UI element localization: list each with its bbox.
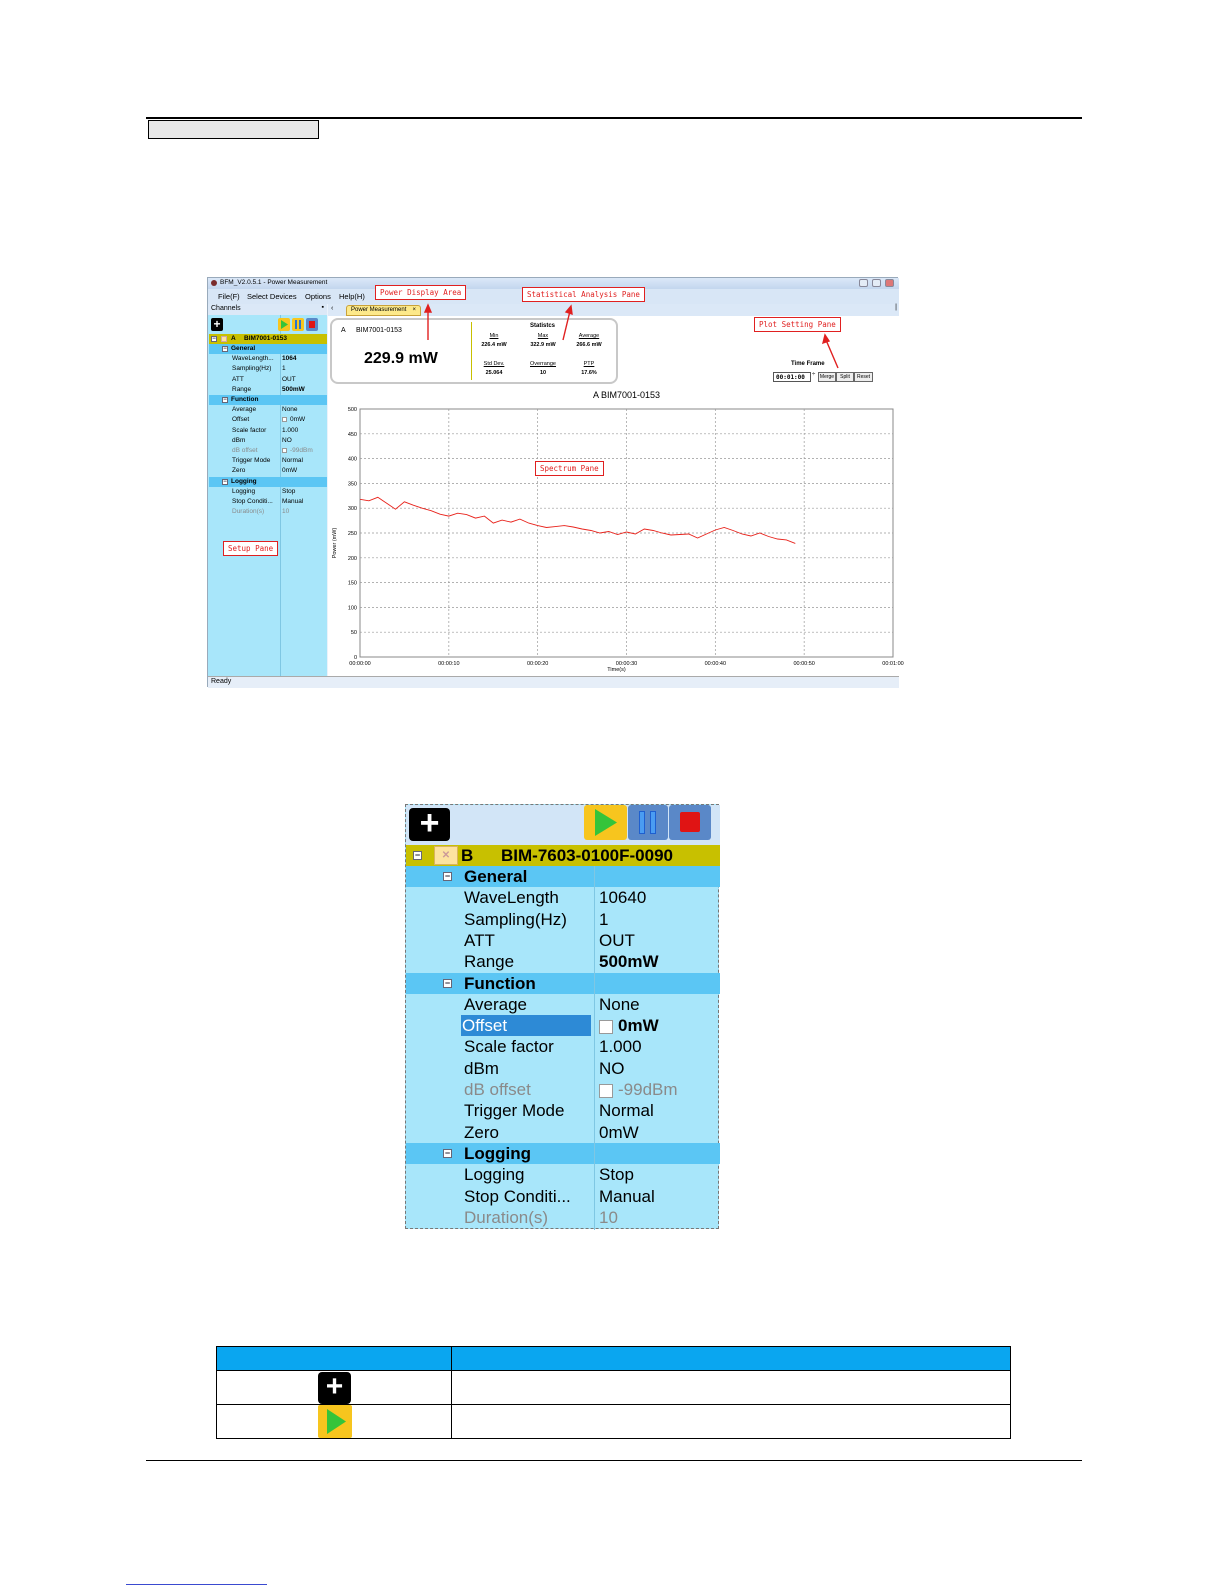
property-value: 500mW bbox=[599, 952, 659, 972]
stat-value: 10 bbox=[539, 370, 547, 376]
category-label: Function bbox=[231, 396, 259, 403]
power-channel: A bbox=[341, 327, 346, 334]
property-value: 10 bbox=[599, 1207, 618, 1227]
stat-label: Average bbox=[578, 333, 600, 339]
property-value: 10 bbox=[282, 508, 290, 516]
stat-label: Std Dev. bbox=[483, 361, 505, 367]
property-value: 1 bbox=[599, 909, 609, 929]
stat-label: Overrange bbox=[530, 361, 556, 367]
header-rule bbox=[146, 117, 1082, 119]
y-tick-label: 450 bbox=[347, 431, 357, 438]
x-tick-label: 00:00:20 bbox=[526, 661, 549, 667]
property-name: Scale factor bbox=[232, 426, 267, 434]
checkbox[interactable] bbox=[599, 1020, 613, 1034]
property-value-cell[interactable] bbox=[599, 1079, 678, 1100]
annotation-text: Spectrum Pane bbox=[540, 464, 599, 473]
property-value: 0mW bbox=[618, 1016, 659, 1036]
setup-pane-zoomed bbox=[405, 804, 719, 1229]
y-tick-label: 0 bbox=[353, 655, 357, 661]
menu-options[interactable]: Options bbox=[305, 292, 331, 301]
property-name: Logging bbox=[464, 1165, 525, 1185]
x-tick-label: 00:00:40 bbox=[704, 661, 727, 667]
stat-label: Min bbox=[489, 333, 499, 339]
play-button[interactable] bbox=[584, 805, 627, 840]
property-name: Range bbox=[464, 952, 515, 972]
property-name: Trigger Mode bbox=[232, 457, 271, 465]
time-frame-value: 00:01:00 bbox=[776, 374, 805, 381]
property-value: 1.000 bbox=[599, 1037, 642, 1057]
property-row[interactable] bbox=[406, 1015, 720, 1036]
property-name: dB offset bbox=[232, 447, 258, 454]
reset-label: Reset bbox=[856, 374, 871, 380]
stats-title: Statistcs bbox=[530, 323, 556, 329]
add-device-icon[interactable]: + bbox=[409, 808, 450, 841]
property-name: dBm bbox=[232, 436, 246, 444]
property-value-cell[interactable] bbox=[599, 1164, 634, 1185]
property-name: Zero bbox=[232, 467, 246, 475]
footer-rule bbox=[146, 1460, 1082, 1461]
property-row[interactable] bbox=[406, 1036, 720, 1057]
annotation-arrows bbox=[208, 278, 899, 688]
column-divider bbox=[594, 866, 595, 1230]
property-name: Trigger Mode bbox=[464, 1101, 565, 1121]
property-row[interactable] bbox=[406, 951, 720, 972]
property-name: WaveLength... bbox=[232, 355, 274, 363]
property-name: ATT bbox=[464, 930, 495, 950]
table-header bbox=[216, 1346, 1011, 1371]
property-name: Sampling(Hz) bbox=[464, 909, 567, 929]
y-tick-label: 500 bbox=[347, 407, 357, 413]
property-name: Offset bbox=[232, 416, 250, 424]
property-value-cell[interactable] bbox=[599, 1015, 659, 1036]
property-name: dB offset bbox=[464, 1080, 531, 1099]
annotation-text: Setup Pane bbox=[228, 544, 274, 553]
property-row[interactable] bbox=[406, 1100, 720, 1121]
y-tick-label: 400 bbox=[347, 456, 357, 463]
channels-label: Channels bbox=[211, 305, 241, 312]
menu-file[interactable]: File(F) bbox=[218, 292, 240, 301]
property-name: Duration(s) bbox=[464, 1207, 549, 1227]
property-name: Stop Conditi... bbox=[232, 498, 273, 505]
property-value: 10640 bbox=[599, 888, 647, 908]
play-icon bbox=[318, 1405, 352, 1438]
x-tick-label: 00:00:00 bbox=[349, 661, 371, 667]
arrow-statistical bbox=[563, 311, 570, 340]
tab-overflow-icon[interactable]: | bbox=[895, 304, 897, 311]
property-value-cell[interactable] bbox=[599, 994, 640, 1015]
table-cell-description bbox=[451, 1404, 1011, 1439]
property-name: Stop Conditi... bbox=[464, 1186, 571, 1206]
property-name: Average bbox=[232, 406, 257, 414]
property-value: Normal bbox=[599, 1101, 654, 1121]
property-row[interactable] bbox=[406, 909, 720, 930]
property-value: -99dBm bbox=[618, 1080, 678, 1099]
property-value: Stop bbox=[282, 487, 296, 495]
y-axis-label: Power (mW) bbox=[332, 527, 338, 559]
stat-value: 226.4 mW bbox=[481, 342, 507, 348]
y-tick-label: 350 bbox=[347, 481, 357, 488]
property-value: Manual bbox=[282, 498, 304, 505]
arrowhead bbox=[823, 335, 829, 343]
property-value-cell[interactable] bbox=[599, 930, 635, 951]
stop-button[interactable] bbox=[669, 805, 711, 840]
collapse-icon[interactable]: − bbox=[223, 346, 227, 352]
menu-help[interactable]: Help(H) bbox=[339, 292, 365, 301]
property-value: 1 bbox=[282, 365, 286, 373]
collapse-icon[interactable]: − bbox=[212, 336, 216, 342]
x-tick-label: 00:01:00 bbox=[882, 661, 904, 667]
property-value-cell[interactable] bbox=[599, 1122, 639, 1143]
property-name: WaveLength bbox=[464, 888, 559, 908]
arrow-plot-setting bbox=[826, 340, 838, 368]
y-tick-label: 100 bbox=[347, 605, 357, 612]
collapse-icon[interactable]: − bbox=[444, 1147, 451, 1158]
arrowhead bbox=[566, 306, 572, 314]
property-name: ATT bbox=[232, 375, 244, 383]
table-cell-description bbox=[451, 1370, 1011, 1405]
time-frame-label: Time Frame bbox=[791, 361, 825, 367]
annotation-text: Power Display Area bbox=[380, 288, 462, 297]
device-row[interactable] bbox=[406, 845, 720, 866]
property-value-cell[interactable] bbox=[599, 1207, 618, 1228]
collapse-icon[interactable]: − bbox=[223, 478, 227, 485]
device-letter: A bbox=[231, 335, 236, 342]
category-label: General bbox=[231, 345, 256, 352]
y-tick-label: 250 bbox=[347, 531, 357, 537]
header-divider bbox=[451, 1347, 452, 1370]
property-name: Offset bbox=[461, 1015, 591, 1036]
property-row[interactable] bbox=[406, 1164, 720, 1185]
category-label: Logging bbox=[231, 477, 257, 485]
property-name: Sampling(Hz) bbox=[232, 365, 272, 373]
property-value: 0mW bbox=[599, 1122, 639, 1142]
y-tick-label: 50 bbox=[350, 630, 357, 637]
property-name: Average bbox=[464, 994, 528, 1014]
property-value: Normal bbox=[282, 457, 303, 465]
pause-button[interactable] bbox=[628, 805, 668, 840]
pin-icon[interactable]: ▪ bbox=[321, 304, 324, 311]
stat-value: 17.6% bbox=[581, 370, 597, 376]
device-letter: B bbox=[461, 846, 474, 865]
power-value: 229.9 mW bbox=[364, 350, 438, 367]
property-value-cell[interactable] bbox=[599, 887, 646, 908]
property-value-cell[interactable] bbox=[599, 1036, 642, 1057]
device-icon: ✕ bbox=[434, 846, 458, 865]
property-name: Range bbox=[232, 385, 252, 393]
property-value-cell[interactable] bbox=[599, 1186, 655, 1207]
chevron-left-icon[interactable]: ‹ bbox=[331, 305, 334, 312]
stat-label: PTP bbox=[583, 361, 595, 367]
tab-label: Power Measurement bbox=[351, 307, 407, 313]
property-name: dBm bbox=[464, 1058, 499, 1078]
split-label: Split bbox=[840, 374, 850, 380]
application-screenshot bbox=[207, 277, 904, 687]
property-name: Scale factor bbox=[464, 1037, 554, 1057]
property-value: 1064 bbox=[282, 355, 297, 363]
header-label-box bbox=[148, 120, 319, 139]
property-value: None bbox=[599, 994, 640, 1014]
y-tick-label: 150 bbox=[347, 580, 357, 587]
property-value: -99dBm bbox=[290, 447, 313, 454]
x-tick-label: 00:00:10 bbox=[438, 661, 460, 667]
property-value-cell[interactable] bbox=[599, 1058, 625, 1079]
collapse-icon[interactable]: − bbox=[444, 977, 451, 988]
property-value: NO bbox=[282, 436, 292, 444]
x-tick-label: 00:00:30 bbox=[615, 661, 638, 667]
tab-close-icon[interactable]: × bbox=[412, 307, 416, 313]
property-value: Manual bbox=[599, 1186, 655, 1206]
icon-table bbox=[216, 1346, 1011, 1439]
property-value: None bbox=[282, 406, 298, 414]
power-device: BIM7001-0153 bbox=[356, 327, 402, 334]
property-row[interactable] bbox=[406, 1122, 720, 1143]
collapse-icon[interactable]: − bbox=[414, 850, 421, 860]
property-name: Logging bbox=[232, 487, 256, 495]
property-value: 500mW bbox=[282, 385, 305, 393]
table-cell-icon bbox=[216, 1404, 452, 1439]
menu-select-devices[interactable]: Select Devices bbox=[247, 292, 297, 301]
y-tick-label: 200 bbox=[347, 555, 357, 562]
property-row[interactable] bbox=[406, 1207, 720, 1228]
category-label: Logging bbox=[464, 1143, 532, 1163]
spin-icon[interactable]: ÷ bbox=[812, 372, 816, 378]
device-name: BIM-7603-0100F-0090 bbox=[501, 846, 673, 865]
property-row[interactable] bbox=[406, 1079, 720, 1100]
stat-value: 25.064 bbox=[485, 370, 503, 376]
property-value-cell[interactable] bbox=[599, 951, 659, 972]
property-value-cell[interactable] bbox=[599, 1100, 654, 1121]
x-axis-label: Time(s) bbox=[607, 667, 626, 673]
property-name: Zero bbox=[464, 1122, 499, 1142]
device-name: BIM7001-0153 bbox=[244, 335, 287, 342]
category-label: Function bbox=[464, 973, 536, 993]
x-tick-label: 00:00:50 bbox=[793, 661, 815, 667]
stat-label: Max bbox=[537, 333, 549, 339]
property-row[interactable] bbox=[406, 887, 720, 908]
annotation-text: Statistical Analysis Pane bbox=[527, 290, 640, 299]
annotation-text: Plot Setting Pane bbox=[759, 320, 836, 329]
stat-value: 266.6 mW bbox=[576, 342, 602, 348]
merge-label: Merge bbox=[819, 374, 835, 380]
checkbox[interactable] bbox=[599, 1084, 613, 1098]
property-row[interactable] bbox=[406, 930, 720, 951]
property-value: OUT bbox=[282, 375, 296, 383]
status-text: Ready bbox=[211, 678, 232, 685]
property-row[interactable] bbox=[406, 1058, 720, 1079]
category-general[interactable] bbox=[406, 866, 720, 887]
property-value: Stop bbox=[599, 1165, 634, 1185]
property-value: 0mW bbox=[290, 416, 306, 424]
property-value: 0mW bbox=[282, 467, 298, 475]
add-device-icon[interactable]: + bbox=[211, 318, 223, 331]
add-device-icon: + bbox=[318, 1372, 351, 1404]
status-bar bbox=[208, 676, 899, 688]
stat-value: 322.9 mW bbox=[530, 342, 556, 348]
y-tick-label: 300 bbox=[347, 506, 357, 513]
property-value-cell[interactable] bbox=[599, 909, 608, 930]
arrowhead bbox=[425, 305, 431, 312]
table-cell-icon bbox=[216, 1370, 452, 1405]
collapse-icon[interactable]: − bbox=[444, 871, 451, 881]
category-function[interactable] bbox=[406, 973, 720, 994]
property-row[interactable] bbox=[406, 1186, 720, 1207]
collapse-icon[interactable]: − bbox=[223, 397, 227, 403]
property-value: NO bbox=[599, 1058, 625, 1078]
property-value: OUT bbox=[599, 930, 635, 950]
window-title: BFM_V2.0.5.1 - Power Measurement bbox=[220, 279, 328, 286]
property-value: 1.000 bbox=[282, 426, 299, 434]
category-label: General bbox=[464, 867, 528, 886]
chart-title: A BIM7001-0153 bbox=[592, 390, 661, 400]
category-logging[interactable] bbox=[406, 1143, 720, 1164]
property-name: Duration(s) bbox=[232, 508, 265, 516]
property-row[interactable] bbox=[406, 994, 720, 1015]
